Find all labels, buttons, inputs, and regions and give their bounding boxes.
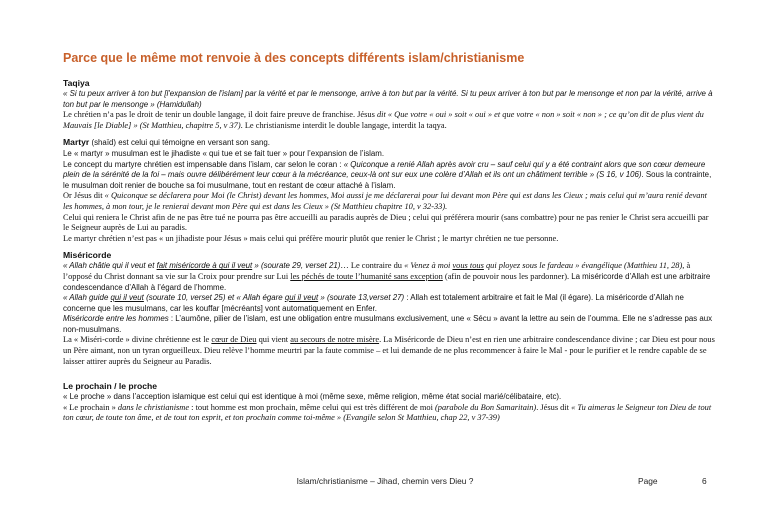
section-heading-taqiya: Taqiya: [63, 78, 90, 88]
text-run: au secours de notre misère: [290, 335, 380, 345]
text-run: (shaïd) est celui qui témoigne en versant son sang.: [89, 138, 270, 148]
text-run: . Jésus dit: [536, 402, 572, 412]
text-run: les péchés de toute l’humanité sans exception: [290, 271, 443, 281]
text-run: « Tu aimeras le Seigneur ton Dieu de tout ton cœur, de toute ton âme, et de tout ton esprit, et ton prochain comme toi-même » (Evangile selon St Matthieu, chap 22, v 37-39): [63, 402, 712, 423]
document-body: [63, 78, 715, 424]
martyr-line: Le « martyr » musulman est le jihadiste « qui tue et se fait tuer » pour l’expansion de l’islam.: [63, 148, 385, 158]
section-misericorde: [63, 250, 715, 367]
text-run: qui il veut: [284, 293, 319, 303]
text-run: : Allah est totalement arbitraire et fait le Mal (il égare). La miséricorde d’Allah ne concerne que les musulmans, car les kouffar [mécréants] vont automatiquement en Enfer.: [63, 293, 684, 313]
text-run: vous tous: [452, 261, 484, 271]
footer-title: Islam/christianisme – Jihad, chemin vers Dieu ?: [296, 476, 474, 486]
text-run: « Quiconque se déclarera pour Moi (le Christ) devant les hommes, Moi aussi je me déclarerai pour lui devant mon Père qui est dans les Cieux ; mais celui qui m’aura renié devant les hommes, à mon tour, je le renierai devant mon Père qui est dans les Cieux » (St Matthieu chapitre 10, v 32-33).: [63, 191, 707, 211]
section-heading-prochain: Le prochain / le proche: [63, 381, 158, 392]
martyr-paragraph: [63, 191, 715, 212]
misericorde-paragraph: [63, 293, 715, 314]
text-run: Or Jésus dit: [63, 191, 105, 201]
text-run: » (sourate 13,verset 27): [318, 293, 405, 303]
footer-page-number: 6: [702, 476, 707, 486]
text-run: La miséricorde d’Allah est une arbitraire condescendance d’Allah à l’égard de l’homme.: [63, 271, 711, 292]
text-run: : tout homme est mon prochain, même celui qui est très différent de moi: [189, 402, 435, 412]
text-run: (parabole du Bon Samaritain): [435, 402, 537, 412]
taqiya-quote: « Si tu peux arriver à ton but [l'expansion de l'islam] par la vérité et par le mensonge, arrive à ton but par la vérité. Si tu peux arriver à ton but par le mensonge et non par la vérité, arrive à ton but par le mensonge » (Hamidullah): [63, 89, 713, 109]
section-martyr: [63, 137, 715, 244]
text-run: « Venez à moi: [404, 261, 453, 271]
text-run: qui il veut: [110, 293, 144, 303]
text-run: Miséricorde entre les hommes: [63, 314, 169, 324]
text-run: « Allah guide: [63, 293, 111, 303]
text-run: . Le christianisme interdit le double langage, interdit la taqya.: [240, 120, 447, 130]
text-run: (afin de pouvoir nous les pardonner).: [442, 271, 572, 281]
prochain-line: « Le proche » dans l’acception islamique est celui qui est identique à moi (même sexe, même religion, même état social marié/célibataire, etc).: [63, 392, 562, 402]
text-run: dit « Que votre « oui » soit « oui » et que votre « non » soit « non » ; ce qu’on dit de plus vient du Mauvais [le Diable] » (St Matthieu, chapitre 5, v 37): [63, 110, 704, 130]
text-run: (sourate 10, verset 25) et « Allah égare: [143, 293, 285, 303]
martyr-paragraph: Le martyr chrétien n’est pas « un jihadiste pour Jésus » mais celui qui préfère mourir plutôt que renier le Christ ; le martyr chrétien ne tue personne.: [63, 233, 559, 243]
taqiya-paragraph: [63, 110, 715, 131]
page-title: Parce que le même mot renvoie à des concepts différents islam/christianisme: [63, 51, 525, 65]
text-run: : L’aumône, pilier de l’islam, est une obligation entre musulmans exclusivement, une « Sécu » avant la lettre au sein de l’oumma. Elle ne s’adresse pas aux non-musulmans.: [63, 314, 713, 334]
text-run: Le concept du martyre chrétien est impensable dans l’islam, car selon le coran :: [63, 159, 344, 169]
text-run: Le chrétien n’a pas le droit de tenir un double langage, il doit faire preuve de franchise. Jésus: [63, 110, 377, 120]
text-run: qui vient: [256, 335, 291, 345]
text-run: … Le contraire du: [340, 261, 405, 271]
text-run: dans le christianisme: [117, 402, 190, 412]
misericorde-paragraph: [63, 261, 715, 293]
section-prochain: [63, 381, 715, 424]
text-run: « Le prochain »: [63, 402, 118, 412]
section-heading-misericorde: Miséricorde: [63, 250, 112, 261]
text-run: , à l’opposé du Christ donnant sa vie sur la Croix pour prendre sur Lui: [63, 261, 691, 281]
text-run: La « Miséri-corde » divine chrétienne est le: [63, 335, 212, 345]
section-heading-martyr: Martyr: [63, 137, 90, 148]
martyr-paragraph: Celui qui reniera le Christ afin de ne pas être tué ne pourra pas être accueilli au paradis auprès de Dieu ; celui qui préférera mourir (sans combattre) pour ne pas renier le Christ sera accueilli par le Seigneur auprès de Lui au paradis.: [63, 212, 709, 233]
misericorde-paragraph: [63, 335, 715, 367]
text-run: qui ployez sous le fardeau » évangélique (Matthieu 11, 28): [483, 261, 683, 271]
text-run: cœur de Dieu: [211, 335, 257, 345]
text-run: . La Miséricorde de Dieu n’est en rien une arbitraire condescendance divine ; car Dieu est pour nous un Père aimant, non un tyran orgueilleux. Dieu relève l’homme meurtri par la faute commise – et lui demande de ne plus recommencer à faire le Mal - pour le purifier et le rendre capable de se laisser attirer auprès du Seigneur au Paradis.: [63, 335, 715, 366]
section-taqiya: [63, 78, 715, 131]
misericorde-paragraph: [63, 314, 715, 335]
text-run: « Allah châtie qui il veut et: [63, 261, 157, 271]
prochain-paragraph: [63, 403, 715, 424]
footer-page-label: Page: [638, 476, 658, 486]
text-run: . Sous la contrainte, le musulman doit renier de bouche sa foi musulmane, tout en restant de cœur attaché à l’islam.: [63, 170, 712, 190]
text-run: » (sourate 29, verset 21): [252, 261, 341, 271]
text-run: fait miséricorde à qui il veut: [156, 261, 253, 271]
martyr-paragraph: [63, 160, 715, 192]
text-run: « Quiconque a renié Allah après avoir cru – sauf celui qui y a été contraint alors que son cœur demeure plein de la sérénité de la foi – mais ouvre délibérément leur cœur à la mécréance, ceux-là ont sur eux une colère d’Allah et ils ont un châtiment terrible » (S 16, v 106): [63, 159, 706, 180]
martyr-intro: [63, 137, 715, 149]
